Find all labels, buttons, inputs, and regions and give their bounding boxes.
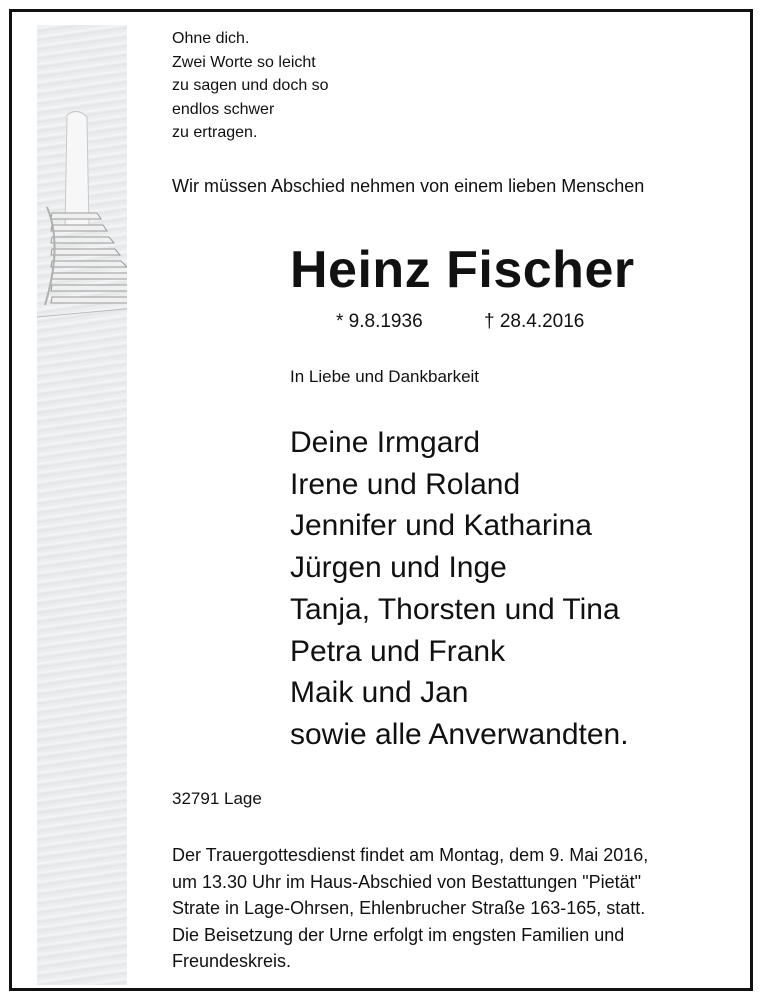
service-line: Die Beisetzung der Urne erfolgt im engsten Familien und — [172, 924, 625, 945]
mourner-line: Petra und Frank — [290, 634, 506, 668]
poem-line: zu ertragen. — [172, 124, 258, 141]
mourner-line: Tanja, Thorsten und Tina — [290, 592, 620, 626]
mourners-list — [290, 422, 629, 756]
mourner-line: Jennifer und Katharina — [290, 509, 592, 543]
stairway-drawing — [37, 25, 127, 325]
deceased-name: Heinz Fischer — [290, 241, 635, 299]
place-line: 32791 Lage — [172, 789, 262, 808]
intro-text: Wir müssen Abschied nehmen von einem lieben Menschen — [172, 176, 645, 196]
birth-date: * 9.8.1936 — [336, 311, 423, 332]
poem-line: Zwei Worte so leicht — [172, 53, 316, 71]
poem-line: Ohne dich. — [172, 30, 250, 47]
service-line: um 13.30 Uhr im Haus-Abschied von Bestattungen "Pietät" — [172, 871, 642, 892]
service-line: Freundeskreis. — [172, 951, 292, 971]
death-date: † 28.4.2016 — [484, 311, 585, 332]
thanks-line: In Liebe und Dankbarkeit — [290, 367, 480, 386]
poem-line: endlos schwer — [172, 100, 275, 118]
mourner-line: Jürgen und Inge — [290, 551, 507, 585]
service-line: Der Trauergottesdienst findet am Montag, dem 9. Mai 2016, — [172, 845, 649, 865]
mourner-line: Deine Irmgard — [290, 426, 481, 459]
mourner-line: Maik und Jan — [290, 676, 469, 710]
mourner-line: Irene und Roland — [290, 467, 521, 501]
service-line: Strate in Lage-Ohrsen, Ehlenbrucher Straße 163-165, statt. — [172, 898, 646, 918]
stairway-image — [37, 25, 127, 985]
mourner-line: sowie alle Anverwandten. — [290, 717, 629, 751]
poem — [172, 27, 329, 145]
poem-line: zu sagen und doch so — [172, 77, 329, 94]
service-info — [172, 842, 648, 975]
